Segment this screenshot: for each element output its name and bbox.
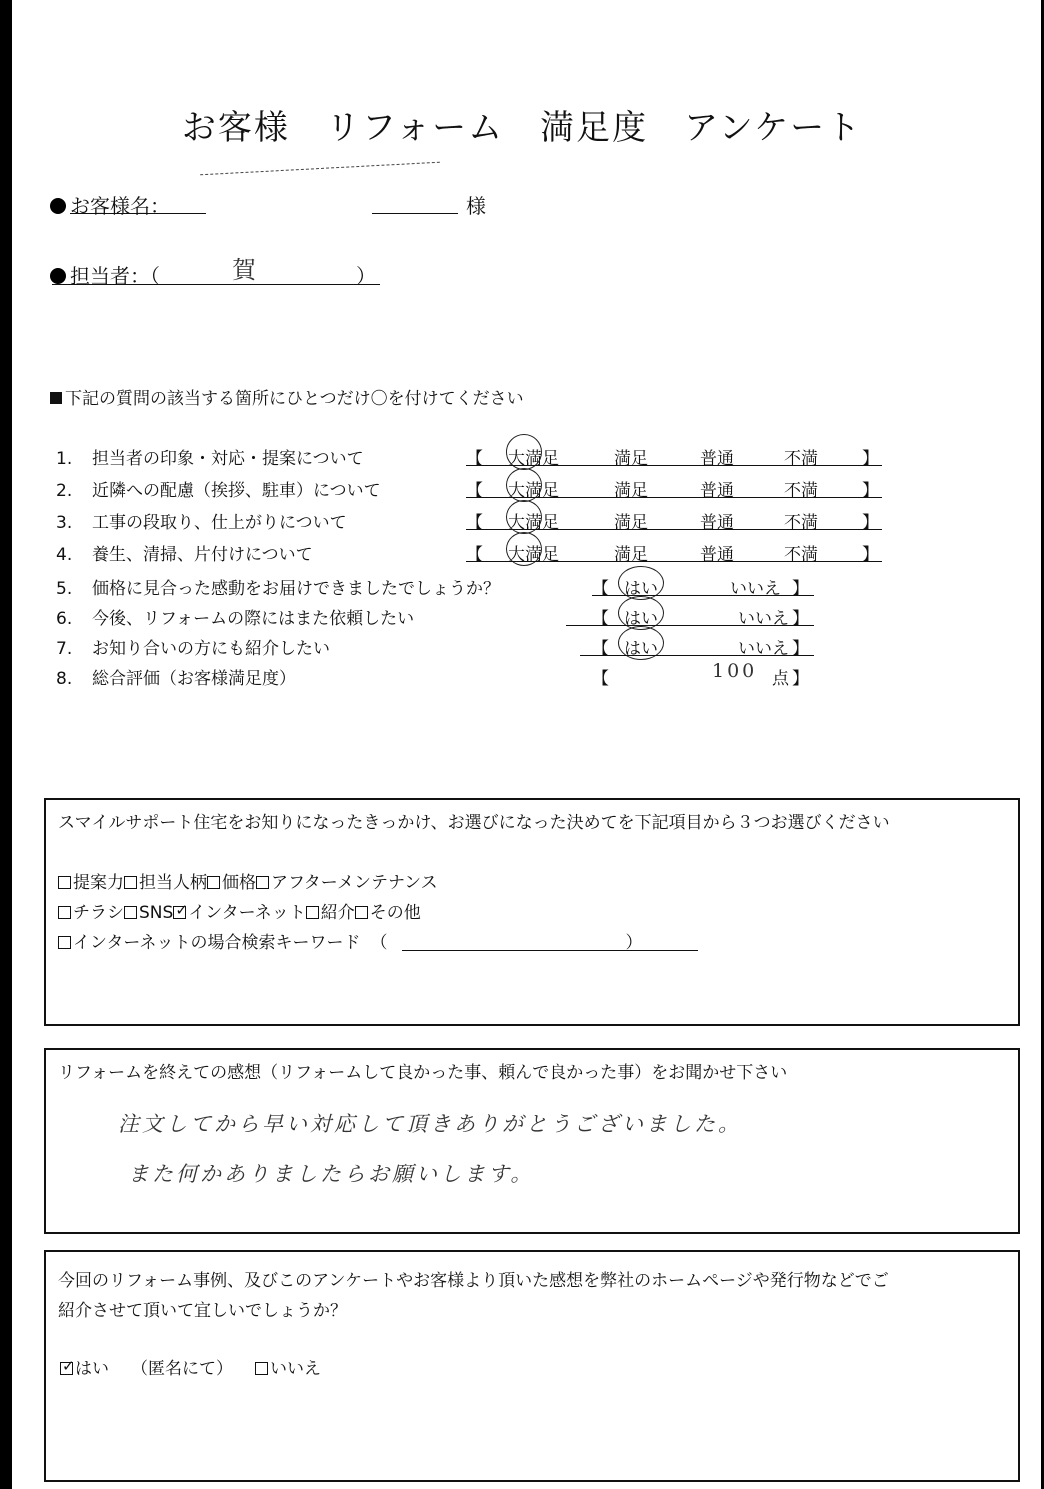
handwritten-comment-line-1: 注文してから早い対応して頂きありがとうございました。 (118, 1112, 742, 1136)
checkbox-label: インターネット (188, 903, 306, 923)
staff-handwritten-name: 賀 (232, 256, 259, 284)
option-very-satisfied[interactable]: 大満足 (508, 449, 559, 469)
option-yes[interactable]: はい (624, 609, 658, 629)
checkbox[interactable] (58, 906, 71, 919)
question-number: 2. (56, 481, 73, 501)
handwritten-comment-line-2: また何かありましたらお願いします。 (128, 1162, 535, 1186)
checkbox-label: 提案力 (73, 873, 124, 893)
question-text: 今後、リフォームの際にはまた依頼したい (92, 609, 415, 629)
instruction-text: 下記の質問の該当する箇所にひとつだけ〇を付けてください (65, 389, 524, 409)
checkbox-label: 価格 (222, 873, 256, 893)
scan-edge-left (0, 0, 12, 1489)
option-dissatisfied[interactable]: 不満 (784, 513, 818, 533)
answer-underline (566, 625, 814, 626)
customer-name-line[interactable] (372, 213, 458, 214)
option-satisfied[interactable]: 満足 (614, 513, 648, 533)
answer-underline (466, 529, 882, 530)
option-very-satisfied[interactable]: 大満足 (508, 513, 559, 533)
answer-row-1 (466, 444, 882, 469)
question-5 (56, 574, 500, 599)
score-row (592, 660, 814, 689)
option-neutral[interactable]: 普通 (700, 481, 734, 501)
consent-yes-checkbox[interactable] (60, 1362, 73, 1375)
checkbox[interactable] (207, 876, 220, 889)
bracket-open: 【 (592, 639, 609, 659)
question-number: 7. (56, 639, 73, 659)
question-8 (56, 664, 296, 689)
option-neutral[interactable]: 普通 (700, 545, 734, 565)
square-bullet-icon (50, 392, 62, 404)
answer-underline (592, 595, 814, 596)
option-very-satisfied[interactable]: 大満足 (508, 481, 559, 501)
checkbox-label: 担当人柄 (139, 873, 207, 893)
answer-row-2 (466, 476, 882, 501)
staff-close-paren: ） (356, 264, 376, 288)
question-number: 1. (56, 449, 73, 469)
consent-section (44, 1250, 1020, 1482)
option-yes[interactable]: はい (624, 639, 658, 659)
question-number: 3. (56, 513, 73, 533)
option-no[interactable]: いいえ (738, 639, 789, 659)
bracket-close: 】 (862, 545, 879, 565)
question-text: 総合評価（お客様満足度） (92, 669, 296, 689)
option-dissatisfied[interactable]: 不満 (784, 481, 818, 501)
bracket-open: 【 (466, 545, 483, 565)
question-text: 担当者の印象・対応・提案について (92, 449, 364, 469)
checkbox-label: 紹介 (320, 903, 355, 923)
question-text: 価格に見合った感動をお届けできましたでしょうか？ (92, 579, 500, 599)
checkbox[interactable] (306, 906, 319, 919)
checkbox[interactable] (124, 876, 137, 889)
bracket-open: 【 (592, 609, 609, 629)
option-dissatisfied[interactable]: 不満 (784, 545, 818, 565)
dashed-stroke (200, 162, 440, 176)
question-number: 6. (56, 609, 73, 629)
checkbox-label: チラシ (73, 903, 124, 923)
option-very-satisfied[interactable]: 大満足 (508, 545, 559, 565)
option-satisfied[interactable]: 満足 (614, 545, 648, 565)
bracket-close: 】 (862, 481, 879, 501)
option-no[interactable]: いいえ (730, 579, 781, 599)
bracket-close: 】 (792, 579, 809, 599)
question-3 (56, 508, 347, 533)
question-number: 8. (56, 669, 73, 689)
question-text: 近隣への配慮（挨拶、駐車）について (92, 481, 381, 501)
bracket-close: 】 (792, 639, 809, 659)
option-satisfied[interactable]: 満足 (614, 449, 648, 469)
answer-row-6 (592, 604, 814, 629)
anonymous-label: （匿名にて） (131, 1359, 233, 1379)
bracket-close: 】 (792, 609, 809, 629)
question-7 (56, 634, 330, 659)
option-satisfied[interactable]: 満足 (614, 481, 648, 501)
answer-underline (466, 561, 882, 562)
keyword-label: インターネットの場合検索キーワード (73, 933, 361, 953)
customer-label-underline (70, 213, 206, 214)
staff-label: 担当者：（ (70, 264, 160, 288)
bracket-close: 】 (862, 513, 879, 533)
page-title: お客様 リフォーム 満足度 アンケート (181, 108, 863, 148)
answer-underline (466, 465, 882, 466)
checkbox[interactable] (355, 906, 368, 919)
checkbox[interactable] (124, 906, 137, 919)
checkbox-label: アフターメンテナンス (271, 873, 438, 893)
answer-row-7 (592, 634, 814, 659)
consent-no-checkbox[interactable] (255, 1362, 268, 1375)
checkbox[interactable] (256, 876, 269, 889)
option-neutral[interactable]: 普通 (700, 449, 734, 469)
bracket-close: 】 (792, 669, 809, 689)
bracket-close: 】 (862, 449, 879, 469)
question-number: 5. (56, 579, 73, 599)
answer-row-4 (466, 540, 882, 565)
question-2 (56, 476, 381, 501)
consent-options (60, 1354, 321, 1379)
option-dissatisfied[interactable]: 不満 (784, 449, 818, 469)
checkbox[interactable] (58, 876, 71, 889)
bracket-open: 【 (592, 669, 609, 689)
discovery-section (44, 798, 1020, 1026)
question-4 (56, 540, 313, 565)
keyword-open-paren: （ (370, 933, 388, 953)
answer-row-5 (592, 574, 814, 599)
question-text: お知り合いの方にも紹介したい (92, 639, 330, 659)
bracket-open: 【 (592, 579, 609, 599)
impression-heading: リフォームを終えての感想（リフォームして良かった事、頼んで良かった事）をお聞かせ下さい (58, 1063, 788, 1083)
answer-row-3 (466, 508, 882, 533)
staff-underline (52, 284, 380, 285)
impression-section (44, 1048, 1020, 1234)
discovery-row-1 (58, 868, 438, 893)
instruction (50, 384, 524, 409)
checkbox[interactable] (58, 936, 71, 949)
score-unit: 点 (772, 669, 789, 689)
question-text: 工事の段取り、仕上がりについて (92, 513, 347, 533)
option-neutral[interactable]: 普通 (700, 513, 734, 533)
score-value[interactable]: 100 (712, 660, 758, 682)
question-number: 4. (56, 545, 73, 565)
keyword-underline (402, 950, 698, 951)
option-no[interactable]: いいえ (738, 609, 789, 629)
customer-suffix: 様 (466, 194, 486, 218)
answer-underline (466, 497, 882, 498)
discovery-heading: スマイルサポート住宅をお知りになったきっかけ、お選びになった決めてを下記項目から３つお選びください (58, 813, 890, 833)
bracket-open: 【 (466, 513, 483, 533)
discovery-row-2 (58, 898, 421, 923)
customer-name-label: お客様名： (70, 194, 170, 218)
bracket-open: 【 (466, 449, 483, 469)
option-yes[interactable]: はい (624, 579, 658, 599)
checkbox-label: SNS (139, 903, 174, 923)
consent-yes-label: はい (75, 1359, 109, 1379)
answer-underline (580, 655, 814, 656)
question-6 (56, 604, 414, 629)
checkbox-label: その他 (369, 903, 421, 923)
consent-heading-line-1: 今回のリフォーム事例、及びこのアンケートやお客様より頂いた感想を弊社のホームページや発行物などでご (58, 1271, 889, 1291)
consent-heading-line-2: 紹介させて頂いて宜しいでしょうか？ (58, 1301, 347, 1321)
bullet-icon (50, 268, 66, 284)
keyword-close-paren: ） (625, 933, 643, 953)
customer-name-field (50, 190, 170, 219)
bracket-open: 【 (466, 481, 483, 501)
question-1 (56, 444, 364, 469)
consent-no-label: いいえ (270, 1359, 321, 1379)
question-text: 養生、清掃、片付けについて (92, 545, 313, 565)
bullet-icon (50, 198, 66, 214)
checkbox-checked[interactable] (173, 906, 186, 919)
